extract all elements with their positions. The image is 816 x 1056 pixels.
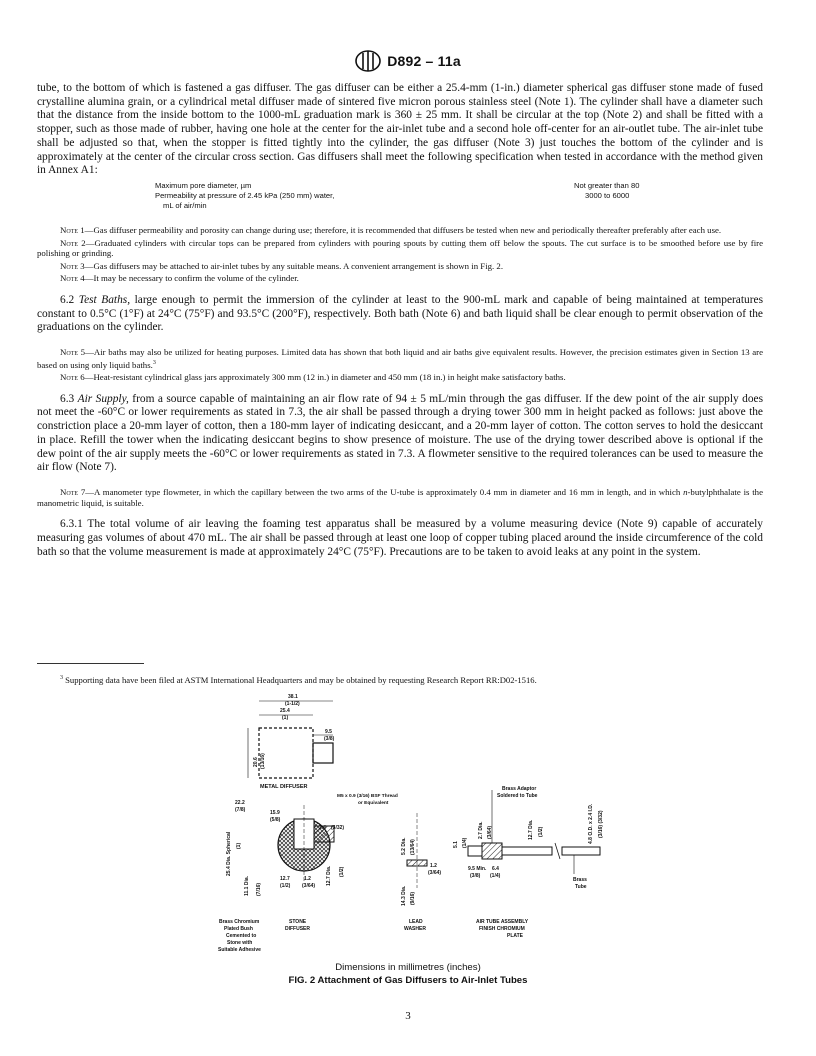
dim-51-in-label: (1/4) — [462, 837, 468, 848]
note-4: Note 4—It may be necessary to confirm the volume of the cylinder. — [60, 273, 299, 284]
dim-48-in-label: (3/16) (3/32) — [598, 810, 604, 838]
stone-diffuser-drawing — [226, 793, 398, 896]
dim-127c-label: 12.7 Dia. — [528, 819, 534, 840]
spec-value-permeability: 3000 to 6000 — [585, 190, 630, 200]
section-6-2: 6.2 Test Baths, large enough to permit the immersion of the cylinder at least to the 900-mL mark and capable of being maintained at temperatures constant to 0.5°C (1°F) at 24°C (75°F) and 93.5°C (200°F), respectively. Both bath (Note 6) and bath liquid shall be clear enough to permit observation of the graduations on the cylinder. — [37, 293, 763, 334]
dim-254-sph-label: 25.4 Dia. Spherical — [226, 831, 232, 876]
air-tube-assembly-drawing — [453, 786, 604, 890]
dim-12b-label: 1.2 — [430, 863, 437, 869]
spec-value-pore-diameter: Not greater than 80 — [574, 180, 640, 190]
dim-51-label: 5.1 — [453, 841, 459, 848]
dim-127c-in-label: (1/2) — [538, 826, 544, 837]
dim-127-dia-in-label: (1/2) — [339, 866, 345, 877]
air-label-1: AIR TUBE ASSEMBLY — [476, 919, 529, 925]
note-2: Note 2—Graduated cylinders with circular tops can be prepared from cylinders with pouring spouts by cutting them off below the spouts. The cut surface is to be smoothed before use by fire polishing or grinding. — [37, 237, 763, 259]
dim-15-label: 15.9 — [270, 810, 280, 816]
dim-52-in-label: (13/64) — [410, 839, 416, 855]
brass-adaptor-label-1: Brass Adaptor — [502, 786, 537, 792]
dim-111-label: 11.1 Dia. — [244, 875, 250, 896]
dim-24-in-label: (3/32) — [331, 825, 345, 831]
dim-25-label: 25.4 — [280, 708, 290, 714]
dim-48-label: 4.8 O.D. x 2.4 I.D. — [588, 803, 594, 844]
lead-washer-drawing — [401, 813, 441, 906]
dim-143-label: 14.3 Dia. — [401, 885, 407, 906]
metal-diffuser-label: METAL DIFFUSER — [260, 784, 308, 790]
dim-24-label: 2.4 — [319, 825, 326, 831]
stone-label-2: DIFFUSER — [285, 926, 310, 932]
dim-38-in-label: (1-1/2) — [285, 701, 300, 707]
lead-label-2: WASHER — [404, 926, 426, 932]
dim-25-in-label: (1) — [282, 715, 289, 721]
footnote-divider — [37, 663, 144, 664]
dim-64-label: 6.4 — [492, 866, 499, 872]
dim-15-in-label: (5/8) — [270, 817, 281, 823]
brass-tube-label-1: Brass — [573, 877, 587, 883]
dim-22-label: 22.2 — [235, 800, 245, 806]
astm-logo-icon — [355, 50, 381, 72]
diffuser-attachment-diagram — [200, 693, 616, 961]
air-label-3: PLATE — [507, 933, 524, 939]
bush-label-5: Suitable Adhesive — [218, 947, 261, 953]
document-id: D892 – 11a — [387, 53, 461, 69]
bush-label-4: Stone with — [227, 940, 253, 946]
bush-label-1: Brass Chromium — [219, 919, 260, 925]
bush-label-2: Plated Bush — [224, 926, 253, 932]
dim-27-label: 2.7 Dia. — [478, 821, 484, 839]
diffuser-specification — [37, 181, 763, 217]
section-6-3-1: 6.3.1 The total volume of air leaving the foaming test apparatus shall be measured by a volume measuring device (Note 9) capable of accurately measuring gas volumes of about 470 mL. The air shall be passed through at least one loop of copper tubing placed around the inside circumference of the cold bath so that the volume measurement is made at approximately 24°C (75°F). Precautions are to be taken to avoid leaks at any point in the system. — [37, 518, 763, 558]
footnote-3: $^3$ Supporting data have been filed at ASTM International Headquarters and may be obtained by requesting Research Report RR:D02-1516. — [60, 675, 537, 685]
dim-12-label: 1.2 — [304, 876, 311, 882]
note-3: Note 3—Gas diffusers may be attached to air-inlet tubes by any suitable means. A convenient arrangement is shown in Fig. 2. — [60, 260, 504, 271]
dim-127-label: 12.7 — [280, 876, 290, 882]
dim-12b-in-label: (3/64) — [428, 870, 442, 876]
dim-127-dia-label: 12.7 Dia. — [326, 865, 332, 886]
dim-20-in-label: (13/16) — [260, 753, 266, 769]
spec-label-permeability: Permeability at pressure of 2.45 kPa (250 mm) water, — [155, 190, 335, 200]
spec-label-permeability-unit: mL of air/min — [163, 200, 207, 210]
dim-143-in-label: (9/16) — [410, 891, 416, 905]
dim-9-label: 9.5 — [325, 729, 332, 735]
dim-111-in-label: (7/16) — [256, 882, 262, 896]
note-1: Note 1—Gas diffuser permeability and porosity can change during use; therefore, it is recommended that diffusers be tested when new and periodically thereafter preferably after each use. — [60, 224, 722, 235]
figure-2-drawing — [200, 693, 616, 961]
dim-95min-in-label: (3/8) — [470, 873, 481, 879]
brass-adaptor-label-2: Soldered to Tube — [497, 793, 538, 799]
thread-label-2: or Equivalent — [358, 801, 389, 806]
metal-diffuser-drawing — [248, 694, 335, 790]
dim-9-in-label: (3/8) — [324, 736, 335, 742]
figure-caption: FIG. 2 Attachment of Gas Diffusers to Air-Inlet Tubes — [288, 975, 528, 986]
note-6: Note 6—Heat-resistant cylindrical glass jars approximately 300 mm (12 in.) in diameter and 450 mm (18 in.) in height make satisfactory baths. — [60, 372, 566, 383]
page-number: 3 — [405, 1010, 411, 1022]
note-5: Note 5—Air baths may also be utilized for heating purposes. Limited data has shown that both liquid and air baths give equivalent results. However, the precision estimates given in Section 13 are based on using only liquid baths.$^3$ — [37, 347, 764, 370]
intro-paragraph: tube, to the bottom of which is fastened a gas diffuser. The gas diffuser can be either a 25.4-mm (1-in.) diameter spherical gas diffuser stone made of fused crystalline alumina grain, or a cylindrical metal diffuser made of sintered five micron porous stainless steel (Note 1). The cylinder shall have a diameter such that the distance from the inside bottom to the 1000-mL graduation mark is 360 ± 25 mm. It shall be circular at the top (Note 2) and shall be fitted with a stopper, such as those made of rubber, having one hole at the center for the air-inlet tube and a second hole off-center for an air-outlet tube. The air-inlet tube shall be adjusted so that, when the stopper is fitted tightly into the cylinder, the gas diffuser (Note 3) just touches the bottom of the cylinder and is approximately at the center of the circular cross section. Gas diffusers shall meet the following specification when tested in accordance with the method given in Annex A1: — [37, 82, 763, 177]
dim-95min-label: 9.5 Min. — [468, 866, 487, 872]
section-6-3: 6.3 Air Supply, from a source capable of maintaining an air flow rate of 94 ± 5 mL/min through the gas diffuser. If the dew point of the air supply does not meet the -60°C or lower requirements as stated in 7.3, the air shall be passed through a drying tower 300 mm in height packed as follows: just above the constriction place a 20-mm layer of cotton, then a 180-mm layer of indicating desiccant, and a 20-mm layer of cotton. The cotton serves to hold the desiccant in place. Refill the tower when the indicating desiccant begins to show presence of moisture. The use of the drying tower described above is optional if the dew point of the air supply meets the -60°C or lower requirements as stated in 7.3. A flowmeter sensitive to the required tolerances can be used to measure the air flow (Note 7). — [37, 392, 764, 474]
spec-label-pore-diameter: Maximum pore diameter, µm — [155, 180, 252, 190]
dim-254-sph-in-label: (1) — [236, 842, 242, 849]
brass-tube-label-2: Tube — [575, 884, 587, 890]
dim-64-in-label: (1/4) — [490, 873, 501, 879]
dim-12-in-label: (3/64) — [302, 883, 316, 889]
stone-label-1: STONE — [289, 919, 307, 925]
dim-22-in-label: (7/8) — [235, 807, 246, 813]
note-7: Note 7—A manometer type flowmeter, in which the capillary between the two arms of the U-tube is approximately 0.4 mm in diameter and 16 mm in length, and in which n-butylphthalate is the manometric liquid, is suitable. — [37, 487, 763, 508]
thread-label-1: M5 x 0.9 (3/16) BSF Thread — [337, 794, 398, 799]
lead-label-1: LEAD — [409, 919, 423, 925]
bush-label-3: Cemented to — [226, 933, 257, 939]
page-header — [0, 50, 816, 72]
dim-38-label: 38.1 — [288, 694, 298, 700]
dim-27-in-label: (3/64) — [487, 825, 493, 839]
document-body — [37, 82, 763, 559]
dim-52-label: 5.2 Dia. — [401, 837, 407, 855]
dimensions-caption: Dimensions in millimetres (inches) — [335, 962, 481, 973]
dim-127-in-label: (1/2) — [280, 883, 291, 889]
air-label-2: FINISH CHROMIUM — [479, 926, 525, 932]
dim-20-label: 20.6 — [253, 757, 259, 767]
